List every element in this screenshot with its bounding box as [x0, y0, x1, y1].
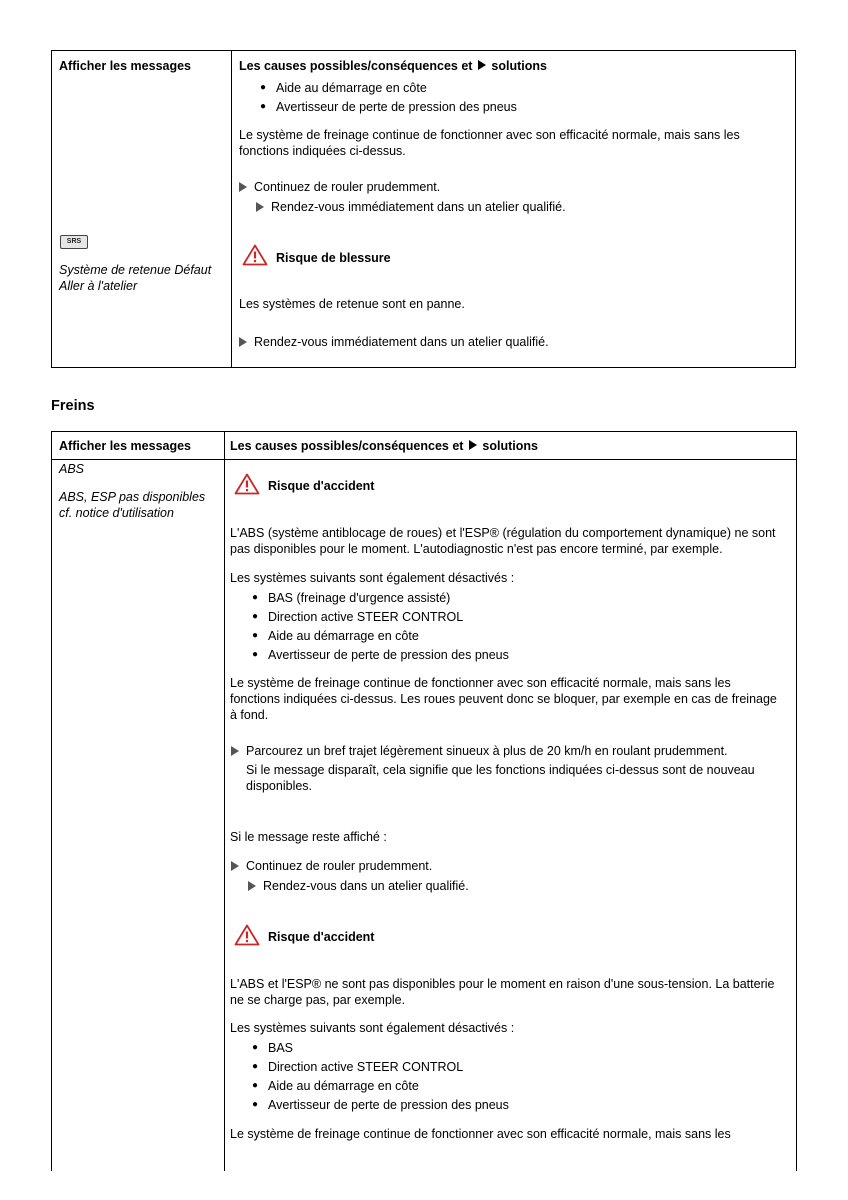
step-subtext: Rendez-vous immédiatement dans un atelier qualifié.	[271, 200, 566, 214]
list-item: ● Aide au démarrage en côte	[276, 80, 427, 96]
table-left-column	[52, 51, 232, 367]
arrow-right-icon	[248, 881, 256, 891]
table-srs	[51, 50, 796, 368]
paragraph-line: Si le message reste affiché :	[230, 830, 387, 844]
list-item: ● Direction active STEER CONTROL	[268, 1059, 463, 1075]
arrow-right-icon	[256, 202, 264, 212]
paragraph-line: L'ABS (système antiblocage de roues) et l'ESP® (régulation du comportement dynamique) ne sont	[230, 526, 776, 540]
warning-triangle-icon	[234, 473, 260, 495]
warning-title: Risque d'accident	[268, 930, 375, 944]
list-item: ● Avertisseur de perte de pression des pneus	[268, 1097, 509, 1113]
warning-title: Risque de blessure	[276, 251, 391, 265]
arrow-right-icon	[239, 337, 247, 347]
list-item: ● BAS (freinage d'urgence assisté)	[268, 590, 450, 606]
list-item: ● Aide au démarrage en côte	[268, 628, 419, 644]
left-abs-label: ABS	[59, 462, 85, 476]
srs-icon: SRS	[60, 235, 88, 249]
paragraph-line: ne se charge pas, par exemple.	[230, 993, 406, 1007]
step-text: Rendez-vous immédiatement dans un atelier qualifié.	[254, 335, 549, 349]
arrow-right-icon	[239, 182, 247, 192]
list-item: ● Avertisseur de perte de pression des pneus	[276, 99, 517, 115]
step-text: Parcourez un bref trajet légèrement sinueux à plus de 20 km/h en roulant prudemment.	[246, 744, 728, 758]
warning-text: Les systèmes de retenue sont en panne.	[239, 297, 465, 311]
list-item: ● Direction active STEER CONTROL	[268, 609, 463, 625]
paragraph-line: Les systèmes suivants sont également désactivés :	[230, 571, 515, 585]
warning-triangle-icon	[242, 244, 268, 266]
left-message-line2: cf. notice d'utilisation	[59, 506, 174, 520]
triangle-right-icon	[469, 440, 477, 450]
header-right-text: Les causes possibles/conséquences et	[239, 59, 473, 73]
arrow-right-icon	[231, 861, 239, 871]
paragraph-line: Le système de freinage continue de fonctionner avec son efficacité normale, mais sans les	[230, 1127, 731, 1141]
table-left-column	[52, 432, 225, 1171]
list-item: ● Aide au démarrage en côte	[268, 1078, 419, 1094]
left-message-line1: ABS, ESP pas disponibles	[59, 490, 206, 504]
header-right	[239, 59, 547, 73]
table-right-column	[232, 51, 795, 367]
arrow-right-icon	[231, 746, 239, 756]
section-title: Freins	[51, 398, 95, 414]
paragraph-line: à fond.	[230, 708, 269, 722]
warning-title: Risque d'accident	[268, 479, 375, 493]
step-subtext: Rendez-vous dans un atelier qualifié.	[263, 879, 469, 893]
paragraph-line: fonctions indiquées ci-dessus.	[239, 144, 406, 158]
header-right	[230, 439, 538, 453]
step-text-line3: disponibles.	[246, 779, 313, 793]
paragraph-line: Le système de freinage continue de fonctionner avec son efficacité normale, mais sans les	[239, 128, 740, 142]
header-right-solutions: solutions	[482, 439, 538, 453]
paragraph-line: Les systèmes suivants sont également désactivés :	[230, 1021, 515, 1035]
left-message-line1: Système de retenue Défaut	[59, 263, 212, 277]
paragraph-line: pas disponibles pour le moment. L'autodiagnostic n'est pas encore terminé, par exemple.	[230, 542, 723, 556]
step-text: Continuez de rouler prudemment.	[254, 180, 441, 194]
header-right-text: Les causes possibles/conséquences et	[230, 439, 464, 453]
header-right-solutions: solutions	[491, 59, 547, 73]
list-item: ● Avertisseur de perte de pression des pneus	[268, 647, 509, 663]
warning-triangle-icon	[234, 924, 260, 946]
table-right-column	[225, 432, 796, 1171]
paragraph-line: L'ABS et l'ESP® ne sont pas disponibles pour le moment en raison d'une sous-tension. La batterie	[230, 977, 775, 991]
step-text: Continuez de rouler prudemment.	[246, 859, 433, 873]
table-brakes	[51, 431, 797, 1171]
triangle-right-icon	[478, 60, 486, 70]
list-item: ● BAS	[268, 1040, 293, 1056]
paragraph-line: Le système de freinage continue de fonctionner avec son efficacité normale, mais sans les	[230, 676, 731, 690]
header-left: Afficher les messages	[59, 59, 192, 73]
left-message-line2: Aller à l'atelier	[59, 279, 138, 293]
header-left: Afficher les messages	[59, 439, 192, 453]
step-text-line2: Si le message disparaît, cela signifie que les fonctions indiquées ci-dessus sont de nouveau	[246, 763, 755, 777]
paragraph-line: fonctions indiquées ci-dessus. Les roues peuvent donc se bloquer, par exemple en cas de freinage	[230, 692, 777, 706]
